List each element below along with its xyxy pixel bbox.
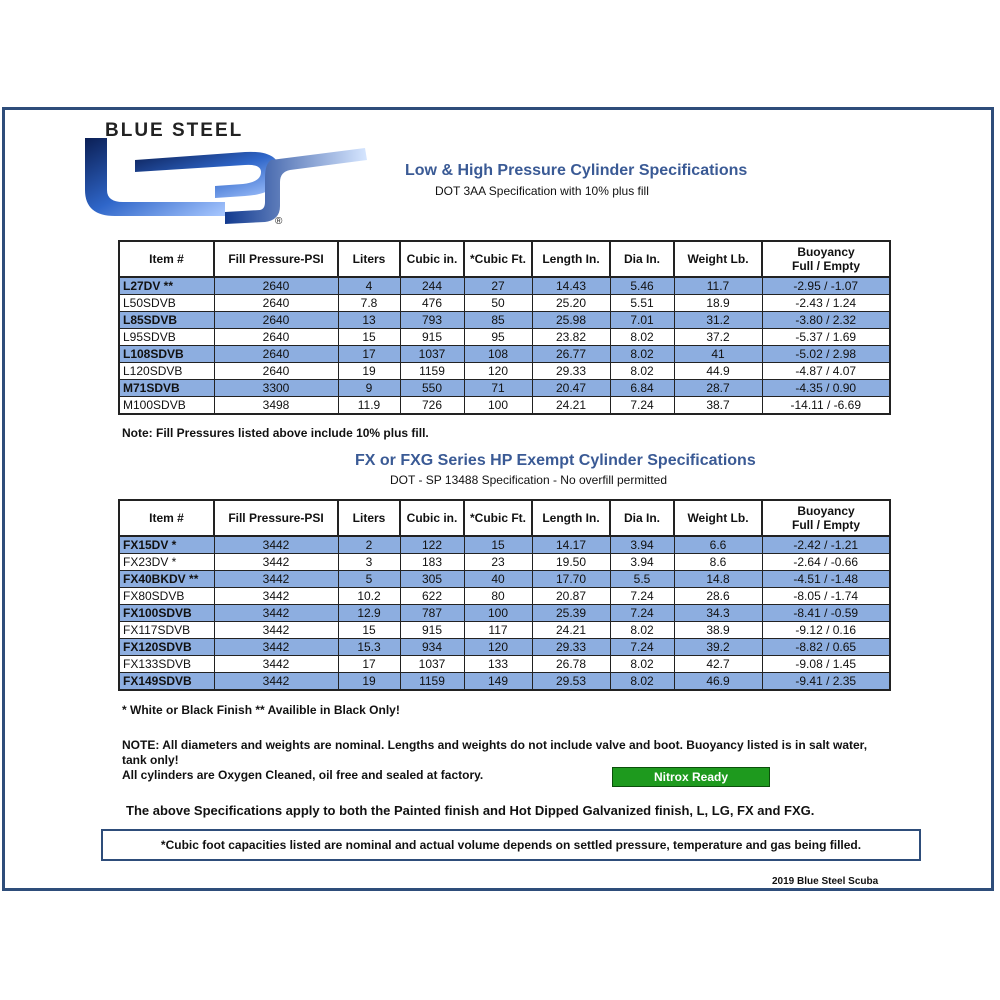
item-cell: FX133SDVB	[119, 656, 214, 673]
value-cell: 28.7	[674, 380, 762, 397]
value-cell: 24.21	[532, 622, 610, 639]
value-cell: 3442	[214, 605, 338, 622]
value-cell: 2640	[214, 312, 338, 329]
col-weight: Weight Lb.	[674, 241, 762, 277]
value-cell: 23	[464, 554, 532, 571]
note-line-1: NOTE: All diameters and weights are nominal. Lengths and weights do not include valve and boot. Buoyancy listed is in salt water, tank only!	[122, 738, 868, 767]
col-item: Item #	[119, 241, 214, 277]
value-cell: 17	[338, 656, 400, 673]
value-cell: 15	[338, 329, 400, 346]
item-cell: FX117SDVB	[119, 622, 214, 639]
value-cell: 23.82	[532, 329, 610, 346]
table-row	[119, 571, 890, 588]
value-cell: 8.02	[610, 622, 674, 639]
item-cell: FX100SDVB	[119, 605, 214, 622]
value-cell: 15	[464, 536, 532, 554]
value-cell: 20.47	[532, 380, 610, 397]
value-cell: 42.7	[674, 656, 762, 673]
table-row	[119, 554, 890, 571]
item-cell: M71SDVB	[119, 380, 214, 397]
value-cell: 550	[400, 380, 464, 397]
value-cell: -9.12 / 0.16	[762, 622, 890, 639]
value-cell: -2.43 / 1.24	[762, 295, 890, 312]
value-cell: 17.70	[532, 571, 610, 588]
value-cell: 3.94	[610, 554, 674, 571]
value-cell: 149	[464, 673, 532, 691]
table-row	[119, 397, 890, 415]
value-cell: 5.5	[610, 571, 674, 588]
low-high-pressure-table	[118, 240, 891, 415]
value-cell: -8.82 / 0.65	[762, 639, 890, 656]
value-cell: 117	[464, 622, 532, 639]
value-cell: 1159	[400, 673, 464, 691]
value-cell: -5.37 / 1.69	[762, 329, 890, 346]
value-cell: 8.02	[610, 656, 674, 673]
value-cell: 3442	[214, 639, 338, 656]
value-cell: 3442	[214, 588, 338, 605]
value-cell: 39.2	[674, 639, 762, 656]
value-cell: 37.2	[674, 329, 762, 346]
col-dia: Dia In.	[610, 500, 674, 536]
item-cell: FX120SDVB	[119, 639, 214, 656]
value-cell: 3442	[214, 656, 338, 673]
value-cell: 8.02	[610, 673, 674, 691]
value-cell: 3442	[214, 673, 338, 691]
value-cell: -5.02 / 2.98	[762, 346, 890, 363]
table-row	[119, 588, 890, 605]
item-cell: L85SDVB	[119, 312, 214, 329]
value-cell: 183	[400, 554, 464, 571]
value-cell: 7.01	[610, 312, 674, 329]
value-cell: 85	[464, 312, 532, 329]
value-cell: 3498	[214, 397, 338, 415]
col-buoyancy	[762, 500, 890, 536]
value-cell: 95	[464, 329, 532, 346]
value-cell: 4	[338, 277, 400, 295]
value-cell: 18.9	[674, 295, 762, 312]
value-cell: 14.43	[532, 277, 610, 295]
item-cell: L27DV **	[119, 277, 214, 295]
value-cell: 15.3	[338, 639, 400, 656]
copyright: 2019 Blue Steel Scuba	[772, 876, 879, 887]
col-fill-pressure: Fill Pressure-PSI	[214, 500, 338, 536]
value-cell: 25.39	[532, 605, 610, 622]
value-cell: 13	[338, 312, 400, 329]
col-cubic-in: Cubic in.	[400, 500, 464, 536]
value-cell: 8.02	[610, 346, 674, 363]
value-cell: 8.02	[610, 363, 674, 380]
item-cell: FX80SDVB	[119, 588, 214, 605]
col-cubic-ft: *Cubic Ft.	[464, 241, 532, 277]
value-cell: 120	[464, 639, 532, 656]
value-cell: 41	[674, 346, 762, 363]
value-cell: 15	[338, 622, 400, 639]
col-liters: Liters	[338, 500, 400, 536]
value-cell: 915	[400, 329, 464, 346]
value-cell: 1037	[400, 346, 464, 363]
col-cubic-ft: *Cubic Ft.	[464, 500, 532, 536]
col-dia: Dia In.	[610, 241, 674, 277]
brand-name: BLUE STEEL	[105, 120, 244, 141]
value-cell: 5	[338, 571, 400, 588]
col-buoyancy-label: Buoyancy	[797, 245, 855, 259]
table-row	[119, 536, 890, 554]
value-cell: -8.41 / -0.59	[762, 605, 890, 622]
table-row	[119, 363, 890, 380]
value-cell: 3300	[214, 380, 338, 397]
value-cell: -4.87 / 4.07	[762, 363, 890, 380]
note-line-2: All cylinders are Oxygen Cleaned, oil free and sealed at factory.	[122, 768, 484, 782]
value-cell: 14.8	[674, 571, 762, 588]
general-note	[122, 738, 892, 783]
col-buoyancy	[762, 241, 890, 277]
value-cell: 1037	[400, 656, 464, 673]
value-cell: -2.95 / -1.07	[762, 277, 890, 295]
value-cell: 29.33	[532, 363, 610, 380]
value-cell: 915	[400, 622, 464, 639]
value-cell: 24.21	[532, 397, 610, 415]
value-cell: 2640	[214, 295, 338, 312]
finish-footnote: * White or Black Finish ** Availible in Black Only!	[122, 703, 400, 717]
value-cell: 29.53	[532, 673, 610, 691]
item-cell: L120SDVB	[119, 363, 214, 380]
value-cell: 5.46	[610, 277, 674, 295]
table-row	[119, 329, 890, 346]
col-cubic-in: Cubic in.	[400, 241, 464, 277]
value-cell: 100	[464, 605, 532, 622]
value-cell: 11.9	[338, 397, 400, 415]
value-cell: 71	[464, 380, 532, 397]
col-buoyancy-sublabel: Full / Empty	[791, 518, 860, 532]
value-cell: 787	[400, 605, 464, 622]
value-cell: 3442	[214, 571, 338, 588]
value-cell: 2640	[214, 329, 338, 346]
fx-series-table	[118, 499, 891, 691]
table-row	[119, 277, 890, 295]
value-cell: 3.94	[610, 536, 674, 554]
value-cell: 9	[338, 380, 400, 397]
value-cell: 11.7	[674, 277, 762, 295]
item-cell: FX23DV *	[119, 554, 214, 571]
table-row	[119, 312, 890, 329]
col-length: Length In.	[532, 241, 610, 277]
item-cell: L95SDVB	[119, 329, 214, 346]
value-cell: 17	[338, 346, 400, 363]
item-cell: FX40BKDV **	[119, 571, 214, 588]
item-cell: FX149SDVB	[119, 673, 214, 691]
value-cell: 26.77	[532, 346, 610, 363]
apply-statement: The above Specifications apply to both the Painted finish and Hot Dipped Galvanized finish, L, LG, FX and FXG.	[126, 803, 815, 818]
value-cell: 46.9	[674, 673, 762, 691]
table-row	[119, 346, 890, 363]
value-cell: 305	[400, 571, 464, 588]
value-cell: 5.51	[610, 295, 674, 312]
value-cell: 34.3	[674, 605, 762, 622]
col-buoyancy-label: Buoyancy	[797, 504, 855, 518]
value-cell: -8.05 / -1.74	[762, 588, 890, 605]
value-cell: 14.17	[532, 536, 610, 554]
col-weight: Weight Lb.	[674, 500, 762, 536]
value-cell: 27	[464, 277, 532, 295]
col-buoyancy-sublabel: Full / Empty	[791, 259, 860, 273]
value-cell: 6.6	[674, 536, 762, 554]
item-cell: L50SDVB	[119, 295, 214, 312]
value-cell: 133	[464, 656, 532, 673]
value-cell: 120	[464, 363, 532, 380]
value-cell: 31.2	[674, 312, 762, 329]
value-cell: 3442	[214, 622, 338, 639]
value-cell: 25.98	[532, 312, 610, 329]
value-cell: -2.42 / -1.21	[762, 536, 890, 554]
item-cell: L108SDVB	[119, 346, 214, 363]
value-cell: 108	[464, 346, 532, 363]
value-cell: 80	[464, 588, 532, 605]
item-cell: M100SDVB	[119, 397, 214, 415]
table-row	[119, 639, 890, 656]
value-cell: 25.20	[532, 295, 610, 312]
value-cell: 2640	[214, 346, 338, 363]
table-header-row	[119, 500, 890, 536]
section1-title: Low & High Pressure Cylinder Specifications	[405, 162, 748, 179]
value-cell: 8.02	[610, 329, 674, 346]
table2-body	[119, 536, 890, 690]
value-cell: 3	[338, 554, 400, 571]
value-cell: 244	[400, 277, 464, 295]
fill-pressure-note: Note: Fill Pressures listed above include 10% plus fill.	[122, 426, 429, 440]
value-cell: 622	[400, 588, 464, 605]
value-cell: 38.9	[674, 622, 762, 639]
table-row	[119, 656, 890, 673]
value-cell: 44.9	[674, 363, 762, 380]
table-row	[119, 295, 890, 312]
cubic-foot-note-box: *Cubic foot capacities listed are nominal and actual volume depends on settled pressure, temperature and gas being filled.	[101, 829, 921, 861]
value-cell: 100	[464, 397, 532, 415]
table1-body	[119, 277, 890, 414]
section2-subtitle: DOT - SP 13488 Specification - No overfill permitted	[390, 473, 668, 487]
value-cell: 2640	[214, 363, 338, 380]
table-row	[119, 673, 890, 691]
value-cell: 793	[400, 312, 464, 329]
value-cell: 38.7	[674, 397, 762, 415]
table-row	[119, 605, 890, 622]
value-cell: 29.33	[532, 639, 610, 656]
value-cell: 20.87	[532, 588, 610, 605]
value-cell: 7.24	[610, 588, 674, 605]
value-cell: 40	[464, 571, 532, 588]
value-cell: 12.9	[338, 605, 400, 622]
registered-mark: ®	[275, 216, 283, 227]
table-row	[119, 622, 890, 639]
value-cell: 122	[400, 536, 464, 554]
value-cell: 3442	[214, 536, 338, 554]
value-cell: -3.80 / 2.32	[762, 312, 890, 329]
value-cell: 19.50	[532, 554, 610, 571]
value-cell: 19	[338, 673, 400, 691]
value-cell: 2640	[214, 277, 338, 295]
value-cell: -14.11 / -6.69	[762, 397, 890, 415]
value-cell: 6.84	[610, 380, 674, 397]
nitrox-ready-badge: Nitrox Ready	[612, 767, 770, 787]
value-cell: -4.35 / 0.90	[762, 380, 890, 397]
col-fill-pressure: Fill Pressure-PSI	[214, 241, 338, 277]
value-cell: 19	[338, 363, 400, 380]
value-cell: 726	[400, 397, 464, 415]
value-cell: 8.6	[674, 554, 762, 571]
section2-title: FX or FXG Series HP Exempt Cylinder Specifications	[355, 452, 756, 469]
table-header-row	[119, 241, 890, 277]
value-cell: 2	[338, 536, 400, 554]
value-cell: 3442	[214, 554, 338, 571]
value-cell: -9.08 / 1.45	[762, 656, 890, 673]
item-cell: FX15DV *	[119, 536, 214, 554]
col-item: Item #	[119, 500, 214, 536]
value-cell: 10.2	[338, 588, 400, 605]
value-cell: 7.24	[610, 605, 674, 622]
value-cell: -2.64 / -0.66	[762, 554, 890, 571]
col-length: Length In.	[532, 500, 610, 536]
value-cell: 50	[464, 295, 532, 312]
value-cell: -9.41 / 2.35	[762, 673, 890, 691]
value-cell: 934	[400, 639, 464, 656]
table-row	[119, 380, 890, 397]
value-cell: -4.51 / -1.48	[762, 571, 890, 588]
value-cell: 7.24	[610, 639, 674, 656]
section1-subtitle: DOT 3AA Specification with 10% plus fill	[435, 184, 649, 198]
value-cell: 28.6	[674, 588, 762, 605]
value-cell: 7.24	[610, 397, 674, 415]
value-cell: 26.78	[532, 656, 610, 673]
value-cell: 476	[400, 295, 464, 312]
col-liters: Liters	[338, 241, 400, 277]
value-cell: 7.8	[338, 295, 400, 312]
value-cell: 1159	[400, 363, 464, 380]
